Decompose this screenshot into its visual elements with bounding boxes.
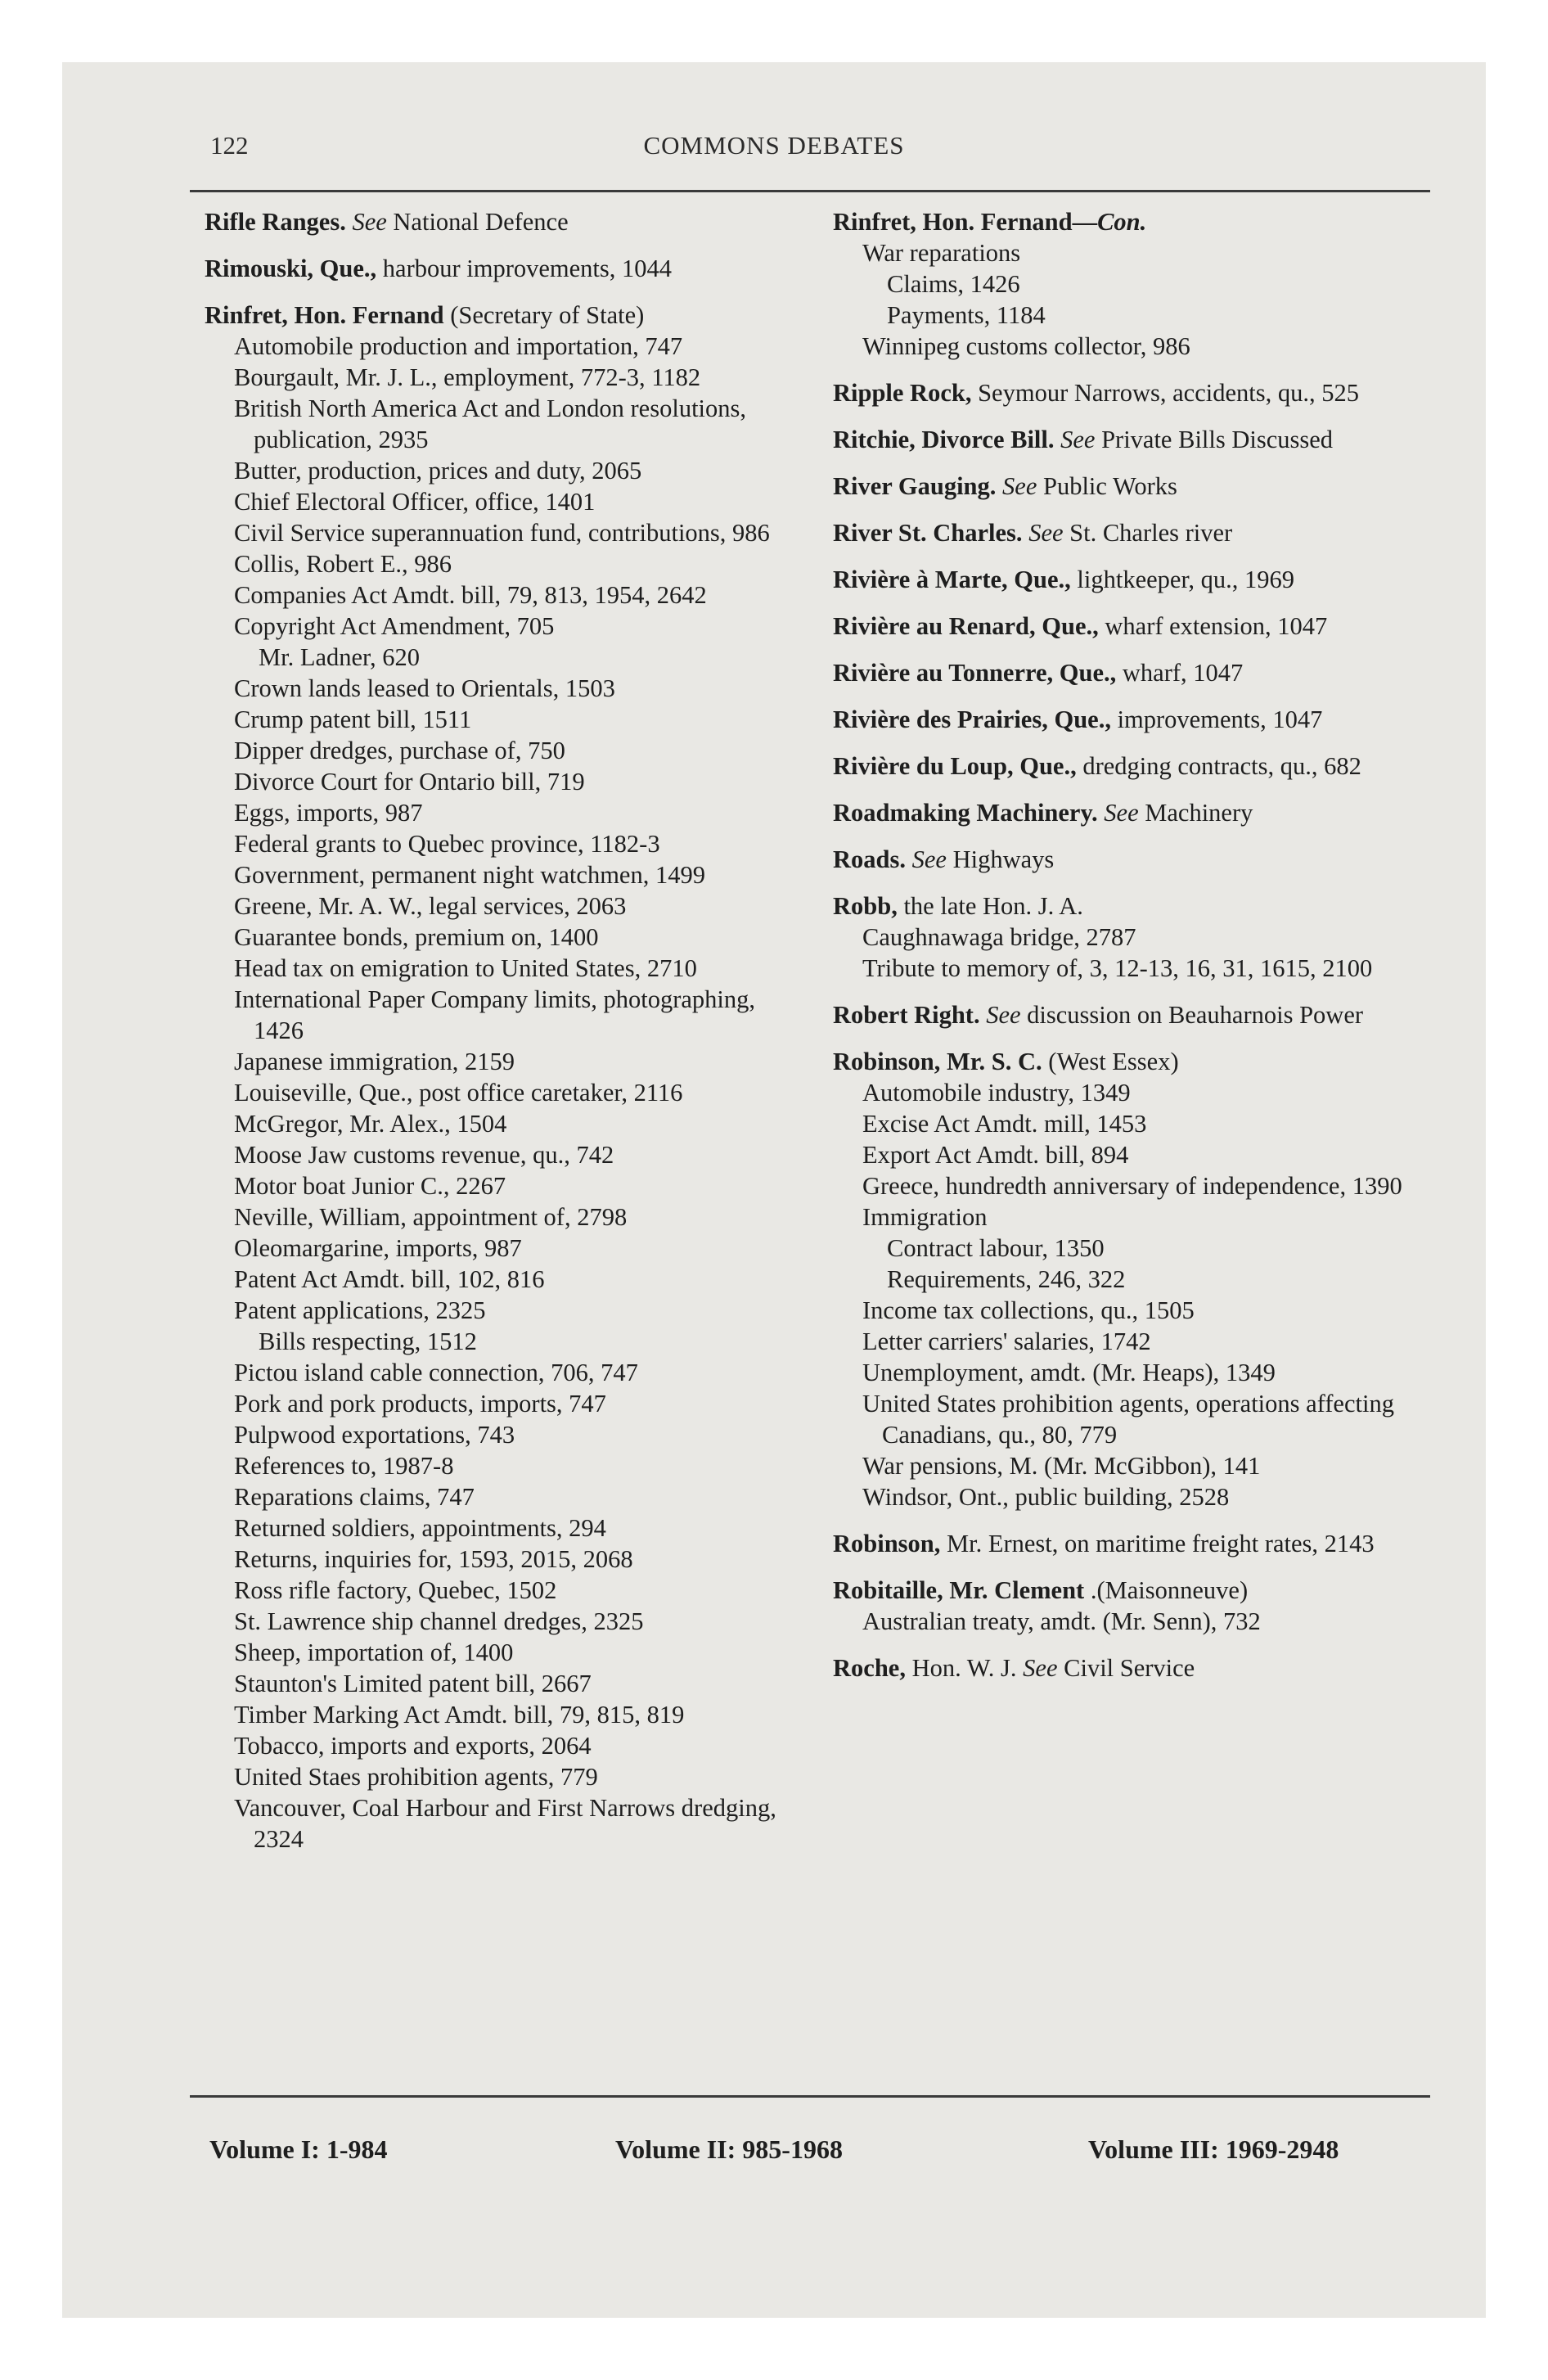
heading-text: Machinery [1138, 799, 1253, 827]
heading-word: Rinfret, Hon. Fernand [205, 301, 444, 329]
heading-word: Rivière du Loup, Que., [833, 752, 1077, 780]
right-index-column [833, 206, 1442, 1699]
subentry-line: Collis, Robert E., 986 [234, 550, 452, 578]
running-head: COMMONS DEBATES [643, 131, 905, 160]
heading-word: Rivière au Tonnerre, Que., [833, 659, 1117, 687]
subentry-line: Tribute to memory of, 3, 12-13, 16, 31, 1615, 2100 [862, 954, 1373, 982]
subentry-line: Vancouver, Coal Harbour and First Narrows dredging, 2324 [234, 1794, 776, 1853]
index-heading [833, 704, 1442, 735]
subentry-line: Patent applications, 2325 [234, 1296, 486, 1324]
heading-text: .(Maisonneuve) [1084, 1576, 1249, 1604]
subentry-line: Japanese immigration, 2159 [234, 1048, 515, 1075]
heading-text: Civil Service [1057, 1654, 1195, 1682]
heading-word: Rivière au Renard, Que., [833, 612, 1099, 640]
subentry-line: Greece, hundredth anniversary of independence, 1390 [862, 1172, 1402, 1200]
subentry-line: Ross rifle factory, Quebec, 1502 [234, 1576, 557, 1604]
index-entry [833, 206, 1442, 362]
index-entry [833, 1528, 1442, 1559]
subentry-line: Bourgault, Mr. J. L., employment, 772-3, 1182 [234, 363, 701, 391]
subentry-line: Butter, production, prices and duty, 2065 [234, 457, 642, 485]
heading-text [906, 845, 912, 873]
subentry-line: Australian treaty, amdt. (Mr. Senn), 732 [862, 1607, 1261, 1635]
index-heading [833, 1575, 1442, 1606]
page-number: 122 [210, 131, 249, 160]
see-reference: See [911, 845, 947, 873]
index-entry [205, 300, 802, 1855]
subentry-line: Chief Electoral Officer, office, 1401 [234, 488, 596, 516]
see-reference: See [1028, 519, 1064, 547]
index-entry [833, 704, 1442, 735]
heading-text: harbour improvements, 1044 [376, 255, 673, 282]
heading-word: Robert Right. [833, 1001, 980, 1029]
index-entry [833, 1046, 1442, 1512]
heading-text: Hon. W. J. [905, 1654, 1024, 1682]
index-entry [833, 657, 1442, 688]
heading-word: Robitaille, Mr. Clement [833, 1576, 1085, 1604]
index-heading [833, 797, 1442, 828]
index-heading [833, 751, 1442, 782]
header-rule [190, 190, 1430, 192]
subentry-line: United Staes prohibition agents, 779 [234, 1763, 598, 1791]
subentry-line: Crump patent bill, 1511 [234, 705, 472, 733]
index-heading [833, 1652, 1442, 1684]
heading-word: Roadmaking Machinery. [833, 799, 1098, 827]
heading-word: Roche, [833, 1654, 906, 1682]
index-entry [833, 1652, 1442, 1684]
heading-text: Highways [946, 845, 1055, 873]
heading-text [996, 472, 1002, 500]
index-entry [833, 471, 1442, 502]
index-heading [833, 890, 1442, 922]
see-reference: See [986, 1001, 1021, 1029]
subentry-line: Immigration [862, 1203, 988, 1231]
index-heading [833, 206, 1442, 237]
index-entry [833, 999, 1442, 1030]
subentry-line: Automobile industry, 1349 [862, 1079, 1131, 1107]
index-heading [833, 657, 1442, 688]
heading-word: Rimouski, Que., [205, 255, 377, 282]
subentry-line: Civil Service superannuation fund, contributions, 986 [234, 519, 770, 547]
index-entry [205, 206, 802, 237]
index-heading [833, 844, 1442, 875]
heading-word: Ripple Rock, [833, 379, 972, 407]
see-reference: See [1060, 426, 1096, 453]
subentry-line: Moose Jaw customs revenue, qu., 742 [234, 1141, 614, 1169]
footer-volume-1: Volume I: 1-984 [209, 2134, 388, 2164]
subentry-line: Returns, inquiries for, 1593, 2015, 2068 [234, 1545, 633, 1573]
index-heading [833, 564, 1442, 595]
heading-text: wharf extension, 1047 [1098, 612, 1328, 640]
subentry-line: Payments, 1184 [887, 301, 1046, 329]
subentry-line: References to, 1987-8 [234, 1452, 454, 1480]
subentry-line: Sheep, importation of, 1400 [234, 1639, 514, 1666]
subentry-line: Oleomargarine, imports, 987 [234, 1234, 522, 1262]
index-entry [833, 1575, 1442, 1637]
heading-word: Rifle Ranges. [205, 208, 346, 236]
subentry-line: United States prohibition agents, operations affecting Canadians, qu., 80, 779 [862, 1390, 1394, 1449]
subentry-line: Pulpwood exportations, 743 [234, 1421, 515, 1449]
heading-continued: Con. [1097, 208, 1147, 236]
heading-text: Seymour Narrows, accidents, qu., 525 [971, 379, 1359, 407]
heading-text: wharf, 1047 [1116, 659, 1244, 687]
subentry-line: Unemployment, amdt. (Mr. Heaps), 1349 [862, 1359, 1276, 1386]
subentry-line: War reparations [862, 239, 1021, 267]
heading-word: River Gauging. [833, 472, 997, 500]
subentry-line: Income tax collections, qu., 1505 [862, 1296, 1195, 1324]
subentry-line: Crown lands leased to Orientals, 1503 [234, 674, 615, 702]
subentry-line: Winnipeg customs collector, 986 [862, 332, 1190, 360]
index-entry [833, 377, 1442, 408]
index-entry [833, 751, 1442, 782]
subentry-line: Timber Marking Act Amdt. bill, 79, 815, 819 [234, 1701, 685, 1729]
index-heading [833, 1046, 1442, 1077]
subentry-line: International Paper Company limits, photographing, 1426 [234, 985, 756, 1044]
heading-word: Rinfret, Hon. Fernand— [833, 208, 1098, 236]
subentry-line: Guarantee bonds, premium on, 1400 [234, 923, 599, 951]
index-entry [833, 517, 1442, 548]
heading-text: Public Works [1037, 472, 1177, 500]
footer-volume-2: Volume II: 985-1968 [615, 2134, 843, 2164]
subentry-line: St. Lawrence ship channel dredges, 2325 [234, 1607, 644, 1635]
subentry-line: Contract labour, 1350 [887, 1234, 1105, 1262]
subentry-line: Motor boat Junior C., 2267 [234, 1172, 506, 1200]
heading-word: Ritchie, Divorce Bill. [833, 426, 1055, 453]
left-index-column [205, 206, 802, 1870]
index-heading [205, 300, 802, 331]
heading-word: Robb, [833, 892, 898, 920]
heading-word: River St. Charles. [833, 519, 1023, 547]
subentry-line: Automobile production and importation, 747 [234, 332, 683, 360]
index-heading [833, 471, 1442, 502]
heading-text: St. Charles river [1063, 519, 1233, 547]
index-heading [833, 517, 1442, 548]
subentry-line: Copyright Act Amendment, 705 [234, 612, 555, 640]
subentry-line: Export Act Amdt. bill, 894 [862, 1141, 1129, 1169]
index-entry [833, 844, 1442, 875]
index-entry [205, 253, 802, 284]
subentry-line: Letter carriers' salaries, 1742 [862, 1327, 1151, 1355]
subentry-line: Patent Act Amdt. bill, 102, 816 [234, 1265, 545, 1293]
subentry-line: Head tax on emigration to United States, 2710 [234, 954, 697, 982]
see-reference: See [352, 208, 387, 236]
subentry-line: Claims, 1426 [887, 270, 1020, 298]
index-heading [833, 377, 1442, 408]
heading-word: Rivière à Marte, Que., [833, 566, 1071, 593]
subentry-line: Windsor, Ont., public building, 2528 [862, 1483, 1230, 1511]
heading-text: dredging contracts, qu., 682 [1076, 752, 1361, 780]
heading-text: improvements, 1047 [1110, 705, 1323, 733]
subentry-line: Staunton's Limited patent bill, 2667 [234, 1670, 592, 1697]
subentry-line: Caughnawaga bridge, 2787 [862, 923, 1136, 951]
index-entry [833, 611, 1442, 642]
heading-text: the late Hon. J. A. [897, 892, 1083, 920]
subentry-line: Federal grants to Quebec province, 1182-3 [234, 830, 660, 858]
subentry-line: War pensions, M. (Mr. McGibbon), 141 [862, 1452, 1261, 1480]
heading-word: Roads. [833, 845, 906, 873]
subentry-line: Returned soldiers, appointments, 294 [234, 1514, 606, 1542]
heading-word: Robinson, Mr. S. C. [833, 1048, 1042, 1075]
subentry-line: Divorce Court for Ontario bill, 719 [234, 768, 585, 796]
subentry-line: British North America Act and London resolutions, publication, 2935 [234, 394, 747, 453]
index-heading [833, 424, 1442, 455]
index-heading [833, 1528, 1442, 1559]
index-entry [833, 424, 1442, 455]
subentry-line: Requirements, 246, 322 [887, 1265, 1126, 1293]
index-entry [833, 797, 1442, 828]
subentry-line: Reparations claims, 747 [234, 1483, 475, 1511]
heading-text: discussion on Beauharnois Power [1020, 1001, 1364, 1029]
see-reference: See [1104, 799, 1139, 827]
heading-text: Private Bills Discussed [1095, 426, 1334, 453]
subentry-line: McGregor, Mr. Alex., 1504 [234, 1110, 507, 1138]
index-heading [205, 206, 802, 237]
subentry-line: Louiseville, Que., post office caretaker, 2116 [234, 1079, 683, 1107]
footer-volume-3: Volume III: 1969-2948 [1088, 2134, 1339, 2164]
subentry-line: Companies Act Amdt. bill, 79, 813, 1954, 2642 [234, 581, 707, 609]
subentry-line: Bills respecting, 1512 [259, 1327, 477, 1355]
heading-text: lightkeeper, qu., 1969 [1070, 566, 1295, 593]
heading-word: Rivière des Prairies, Que., [833, 705, 1111, 733]
subentry-line: Dipper dredges, purchase of, 750 [234, 737, 565, 764]
subentry-line: Pork and pork products, imports, 747 [234, 1390, 606, 1418]
heading-text: National Defence [386, 208, 569, 236]
footer-rule [190, 2095, 1430, 2098]
index-heading [205, 253, 802, 284]
subentry-line: Eggs, imports, 987 [234, 799, 423, 827]
index-entry [833, 890, 1442, 984]
heading-word: Robinson, [833, 1530, 941, 1557]
index-heading [833, 611, 1442, 642]
heading-text: Mr. Ernest, on maritime freight rates, 2143 [940, 1530, 1375, 1557]
subentry-line: Mr. Ladner, 620 [259, 643, 420, 671]
subentry-line: Government, permanent night watchmen, 1499 [234, 861, 705, 889]
heading-text [1055, 426, 1061, 453]
subentry-line: Excise Act Amdt. mill, 1453 [862, 1110, 1147, 1138]
subentry-line: Tobacco, imports and exports, 2064 [234, 1732, 592, 1760]
see-reference: See [1023, 1654, 1058, 1682]
subentry-line: Greene, Mr. A. W., legal services, 2063 [234, 892, 627, 920]
subentry-line: Pictou island cable connection, 706, 747 [234, 1359, 638, 1386]
see-reference: See [1002, 472, 1037, 500]
subentry-line: Neville, William, appointment of, 2798 [234, 1203, 628, 1231]
index-heading [833, 999, 1442, 1030]
heading-text: (West Essex) [1042, 1048, 1179, 1075]
heading-text: (Secretary of State) [443, 301, 645, 329]
index-entry [833, 564, 1442, 595]
